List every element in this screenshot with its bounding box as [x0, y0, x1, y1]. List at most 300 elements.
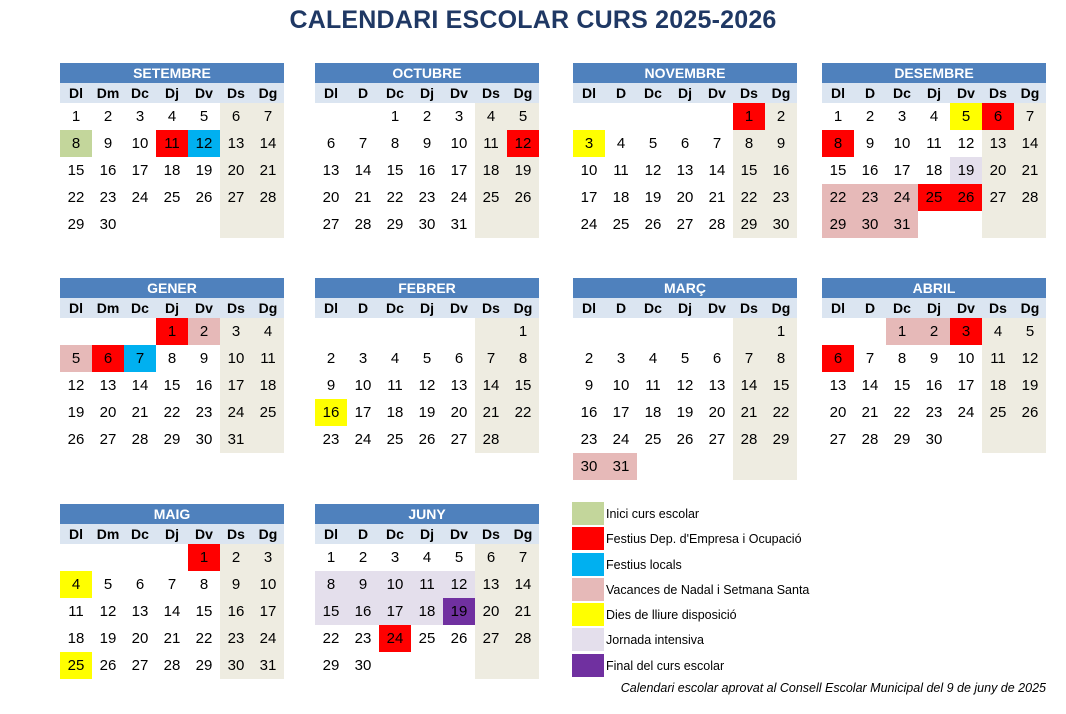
day-cell: 19	[507, 157, 539, 184]
day-cell: 21	[1014, 157, 1046, 184]
week-row	[315, 130, 539, 157]
day-cell: 23	[854, 184, 886, 211]
day-cell: 9	[220, 571, 252, 598]
day-cell: 12	[507, 130, 539, 157]
day-cell: 19	[676, 404, 694, 421]
day-cell: 9	[765, 130, 797, 157]
week-row	[315, 652, 539, 679]
day-cell: 10	[379, 571, 411, 598]
empty-cell	[379, 652, 411, 679]
weekday-label: Dg	[513, 526, 533, 542]
weekday-label: Dm	[96, 526, 120, 542]
weekday-label: Dj	[420, 300, 434, 316]
day-cell: 31	[605, 453, 637, 480]
page-title: CALENDARI ESCOLAR CURS 2025-2026	[289, 6, 777, 34]
weekday-label: Dv	[708, 85, 726, 101]
month-octubre	[315, 63, 539, 238]
day-cell: 12	[99, 603, 117, 620]
day-cell: 26	[950, 184, 982, 211]
weekday-label: D	[615, 85, 627, 101]
empty-cell	[124, 544, 156, 571]
day-cell: 3	[573, 130, 605, 157]
month-header: SETEMBRE	[60, 63, 284, 83]
weekday-label: Ds	[482, 85, 500, 101]
day-cell: 16	[347, 598, 379, 625]
week-row	[60, 184, 284, 211]
week-row	[315, 544, 539, 571]
day-cell: 13	[708, 377, 726, 394]
day-cell: 7	[252, 103, 284, 130]
week-row	[315, 184, 539, 211]
week-row	[822, 399, 1046, 426]
weekday-label: Dg	[513, 300, 533, 316]
week-row	[315, 598, 539, 625]
day-cell: 14	[861, 377, 879, 394]
day-cell: 28	[861, 431, 879, 448]
week-row	[822, 426, 1046, 453]
weekday-label: Dj	[165, 300, 179, 316]
empty-cell	[507, 211, 539, 238]
day-cell: 18	[252, 372, 284, 399]
legend-swatch	[572, 578, 604, 601]
week-row	[60, 598, 284, 625]
day-cell: 27	[475, 625, 507, 652]
weekday-label: Dl	[582, 85, 596, 101]
week-row	[315, 211, 539, 238]
empty-cell	[669, 318, 701, 345]
weekday-label: Dg	[258, 85, 278, 101]
empty-cell	[733, 453, 765, 480]
day-cell: 10	[612, 377, 630, 394]
day-cell: 29	[733, 211, 765, 238]
day-cell: 12	[957, 135, 975, 152]
day-cell: 6	[220, 103, 252, 130]
week-row	[60, 652, 284, 679]
day-cell: 28	[507, 625, 539, 652]
day-cell: 7	[865, 350, 875, 367]
empty-cell	[982, 211, 1014, 238]
empty-cell	[507, 426, 539, 453]
day-cell: 28	[252, 184, 284, 211]
legend-label: Festius locals	[606, 557, 682, 572]
empty-cell	[92, 544, 124, 571]
empty-cell	[950, 426, 982, 453]
empty-cell	[605, 103, 637, 130]
day-cell: 21	[475, 399, 507, 426]
day-cell: 28	[733, 426, 765, 453]
day-cell: 17	[957, 377, 975, 394]
day-cell: 28	[131, 431, 149, 448]
week-row	[315, 426, 539, 453]
legend-label: Inici curs escolar	[606, 507, 700, 521]
day-cell: 25	[612, 216, 630, 233]
day-cell: 27	[131, 657, 149, 674]
legend-swatch	[572, 603, 604, 626]
day-cell: 27	[676, 216, 694, 233]
day-cell: 7	[475, 345, 507, 372]
week-row	[60, 372, 284, 399]
day-cell: 16	[418, 162, 436, 179]
weekday-label: Dv	[195, 526, 213, 542]
day-cell: 13	[475, 571, 507, 598]
weekday-label: Dl	[69, 300, 83, 316]
weekday-label: Dg	[258, 300, 278, 316]
day-cell: 16	[220, 598, 252, 625]
day-cell: 30	[765, 211, 797, 238]
day-cell: 4	[167, 108, 177, 125]
day-cell: 6	[326, 135, 336, 152]
day-cell: 6	[680, 135, 690, 152]
week-row	[60, 625, 284, 652]
weekday-label: Dl	[582, 300, 596, 316]
day-cell: 8	[765, 345, 797, 372]
week-row	[60, 318, 284, 345]
day-cell: 30	[573, 453, 605, 480]
legend-swatch	[572, 502, 604, 525]
weekday-label: Dc	[386, 300, 404, 316]
weekday-label: D	[864, 85, 876, 101]
day-cell: 2	[188, 318, 220, 345]
day-cell: 4	[390, 350, 400, 367]
day-cell: 28	[163, 657, 181, 674]
day-cell: 12	[1014, 345, 1046, 372]
day-cell: 11	[982, 345, 1014, 372]
month-mar	[573, 278, 797, 480]
empty-cell	[443, 652, 475, 679]
month-gener	[60, 278, 284, 453]
day-cell: 27	[829, 431, 847, 448]
day-cell: 22	[507, 399, 539, 426]
day-cell: 27	[220, 184, 252, 211]
day-cell: 31	[252, 652, 284, 679]
week-row	[822, 318, 1046, 345]
day-cell: 20	[220, 157, 252, 184]
empty-cell	[443, 318, 475, 345]
weekday-label: Dg	[1020, 85, 1040, 101]
weekday-label: Dc	[131, 85, 149, 101]
day-cell: 18	[163, 162, 181, 179]
day-cell: 5	[648, 135, 658, 152]
day-cell: 1	[833, 108, 843, 125]
month-header: DESEMBRE	[822, 63, 1046, 83]
day-cell: 5	[507, 103, 539, 130]
day-cell: 24	[957, 404, 975, 421]
day-cell: 2	[358, 549, 368, 566]
day-cell: 3	[135, 108, 145, 125]
weekday-label: Dv	[957, 300, 975, 316]
day-cell: 24	[612, 431, 630, 448]
week-row	[60, 426, 284, 453]
empty-cell	[220, 211, 252, 238]
day-cell: 29	[822, 211, 854, 238]
day-cell: 8	[897, 350, 907, 367]
day-cell: 17	[893, 162, 911, 179]
empty-cell	[252, 211, 284, 238]
day-cell: 20	[676, 189, 694, 206]
day-cell: 10	[957, 350, 975, 367]
day-cell: 30	[195, 431, 213, 448]
day-cell: 20	[708, 404, 726, 421]
day-cell: 8	[733, 130, 765, 157]
empty-cell	[379, 318, 411, 345]
day-cell: 18	[982, 372, 1014, 399]
day-cell: 13	[131, 603, 149, 620]
day-cell: 7	[507, 544, 539, 571]
weekday-label: Ds	[227, 526, 245, 542]
day-cell: 12	[644, 162, 662, 179]
day-cell: 5	[60, 345, 92, 372]
empty-cell	[982, 426, 1014, 453]
weekday-label: Dm	[96, 85, 120, 101]
empty-cell	[701, 103, 733, 130]
day-cell: 7	[167, 576, 177, 593]
weekday-label: D	[357, 526, 369, 542]
weekday-label: Dv	[957, 85, 975, 101]
day-cell: 3	[358, 350, 368, 367]
legend-label: Dies de lliure disposició	[606, 608, 737, 623]
week-row	[573, 453, 797, 480]
day-cell: 15	[733, 157, 765, 184]
day-cell: 14	[1014, 130, 1046, 157]
week-row	[822, 345, 1046, 372]
week-row	[60, 157, 284, 184]
day-cell: 21	[861, 404, 879, 421]
day-cell: 1	[733, 103, 765, 130]
day-cell: 24	[450, 189, 468, 206]
weekday-label: D	[615, 300, 627, 316]
day-cell: 26	[644, 216, 662, 233]
day-cell: 26	[676, 431, 694, 448]
day-cell: 11	[926, 135, 942, 152]
empty-cell	[854, 318, 886, 345]
day-cell: 22	[386, 189, 404, 206]
day-cell: 24	[354, 431, 372, 448]
day-cell: 12	[188, 130, 220, 157]
day-cell: 31	[450, 216, 468, 233]
empty-cell	[637, 453, 669, 480]
day-cell: 19	[67, 404, 85, 421]
day-cell: 14	[507, 571, 539, 598]
day-cell: 22	[195, 630, 213, 647]
weekday-header	[60, 524, 284, 544]
empty-cell	[765, 453, 797, 480]
day-cell: 25	[644, 431, 662, 448]
day-cell: 25	[475, 184, 507, 211]
day-cell: 6	[712, 350, 722, 367]
day-cell: 21	[708, 189, 726, 206]
day-cell: 10	[131, 135, 149, 152]
day-cell: 14	[252, 130, 284, 157]
day-cell: 29	[195, 657, 213, 674]
day-cell: 26	[1014, 399, 1046, 426]
empty-cell	[918, 211, 950, 238]
day-cell: 1	[71, 108, 81, 125]
day-cell: 22	[67, 189, 85, 206]
weekday-label: Dl	[69, 85, 83, 101]
day-cell: 24	[131, 189, 149, 206]
empty-cell	[315, 318, 347, 345]
weekday-header	[573, 298, 797, 318]
day-cell: 26	[195, 189, 213, 206]
day-cell: 17	[379, 598, 411, 625]
weekday-label: Dc	[644, 85, 662, 101]
day-cell: 14	[733, 372, 765, 399]
day-cell: 30	[854, 211, 886, 238]
day-cell: 22	[163, 404, 181, 421]
empty-cell	[669, 103, 701, 130]
day-cell: 9	[865, 135, 875, 152]
empty-cell	[950, 211, 982, 238]
day-cell: 27	[450, 431, 468, 448]
day-cell: 2	[765, 103, 797, 130]
day-cell: 2	[422, 108, 432, 125]
week-row	[315, 372, 539, 399]
week-row	[573, 103, 797, 130]
day-cell: 2	[220, 544, 252, 571]
week-row	[315, 625, 539, 652]
empty-cell	[1014, 426, 1046, 453]
day-cell: 3	[950, 318, 982, 345]
day-cell: 16	[195, 377, 213, 394]
week-row	[315, 103, 539, 130]
weekday-label: Dl	[324, 300, 338, 316]
week-row	[822, 130, 1046, 157]
day-cell: 9	[103, 135, 113, 152]
weekday-label: Dg	[771, 85, 791, 101]
day-cell: 20	[982, 157, 1014, 184]
day-cell: 5	[454, 549, 464, 566]
day-cell: 17	[252, 598, 284, 625]
day-cell: 2	[103, 108, 113, 125]
day-cell: 14	[163, 603, 181, 620]
weekday-label: Dc	[644, 300, 662, 316]
day-cell: 13	[982, 130, 1014, 157]
week-row	[60, 544, 284, 571]
day-cell: 8	[167, 350, 177, 367]
day-cell: 21	[252, 157, 284, 184]
weekday-label: Dv	[195, 300, 213, 316]
day-cell: 18	[925, 162, 943, 179]
day-cell: 15	[315, 598, 347, 625]
day-cell: 25	[163, 189, 181, 206]
weekday-header	[315, 83, 539, 103]
day-cell: 26	[67, 431, 85, 448]
month-header: GENER	[60, 278, 284, 298]
day-cell: 26	[99, 657, 117, 674]
weekday-label: Dc	[386, 526, 404, 542]
day-cell: 15	[765, 372, 797, 399]
day-cell: 19	[950, 157, 982, 184]
day-cell: 17	[450, 162, 468, 179]
day-cell: 8	[507, 345, 539, 372]
empty-cell	[92, 318, 124, 345]
day-cell: 4	[60, 571, 92, 598]
day-cell: 5	[950, 103, 982, 130]
day-cell: 25	[252, 399, 284, 426]
day-cell: 15	[195, 603, 213, 620]
day-cell: 27	[982, 184, 1014, 211]
day-cell: 10	[893, 135, 911, 152]
weekday-label: Ds	[482, 526, 500, 542]
weekday-label: Dl	[324, 85, 338, 101]
week-row	[822, 372, 1046, 399]
day-cell: 17	[131, 162, 149, 179]
day-cell: 24	[379, 625, 411, 652]
empty-cell	[573, 318, 605, 345]
empty-cell	[188, 211, 220, 238]
day-cell: 7	[124, 345, 156, 372]
week-row	[573, 130, 797, 157]
day-cell: 13	[676, 162, 694, 179]
day-cell: 28	[354, 216, 372, 233]
day-cell: 27	[99, 431, 117, 448]
day-cell: 7	[1014, 103, 1046, 130]
empty-cell	[822, 318, 854, 345]
legend-swatch	[572, 553, 604, 576]
day-cell: 17	[612, 404, 630, 421]
month-novembre	[573, 63, 797, 238]
weekday-label: Dj	[927, 300, 941, 316]
month-header: OCTUBRE	[315, 63, 539, 83]
empty-cell	[701, 453, 733, 480]
weekday-label: Ds	[989, 85, 1007, 101]
empty-cell	[124, 318, 156, 345]
day-cell: 3	[454, 108, 464, 125]
month-header: FEBRER	[315, 278, 539, 298]
week-row	[60, 130, 284, 157]
legend-swatch	[572, 628, 604, 651]
day-cell: 20	[99, 404, 117, 421]
day-cell: 15	[829, 162, 847, 179]
day-cell: 1	[390, 108, 400, 125]
day-cell: 6	[982, 103, 1014, 130]
day-cell: 29	[67, 216, 85, 233]
weekday-label: Dc	[893, 300, 911, 316]
day-cell: 23	[220, 625, 252, 652]
day-cell: 1	[326, 549, 336, 566]
weekday-header	[822, 83, 1046, 103]
day-cell: 16	[99, 162, 117, 179]
day-cell: 29	[163, 431, 181, 448]
day-cell: 19	[195, 162, 213, 179]
weekday-label: D	[357, 85, 369, 101]
day-cell: 23	[195, 404, 213, 421]
day-cell: 18	[411, 598, 443, 625]
day-cell: 5	[199, 108, 209, 125]
week-row	[60, 103, 284, 130]
day-cell: 15	[386, 162, 404, 179]
empty-cell	[252, 426, 284, 453]
day-cell: 16	[861, 162, 879, 179]
day-cell: 11	[387, 377, 403, 394]
week-row	[315, 399, 539, 426]
weekday-header	[315, 524, 539, 544]
day-cell: 14	[475, 372, 507, 399]
day-cell: 9	[422, 135, 432, 152]
weekday-label: Dl	[831, 85, 845, 101]
day-cell: 20	[475, 598, 507, 625]
day-cell: 4	[616, 135, 626, 152]
empty-cell	[347, 318, 379, 345]
day-cell: 26	[418, 431, 436, 448]
day-cell: 15	[507, 372, 539, 399]
weekday-label: Dc	[131, 300, 149, 316]
empty-cell	[637, 318, 669, 345]
weekday-label: Dg	[1020, 300, 1040, 316]
day-cell: 18	[644, 404, 662, 421]
day-cell: 5	[680, 350, 690, 367]
weekday-label: Dj	[927, 85, 941, 101]
